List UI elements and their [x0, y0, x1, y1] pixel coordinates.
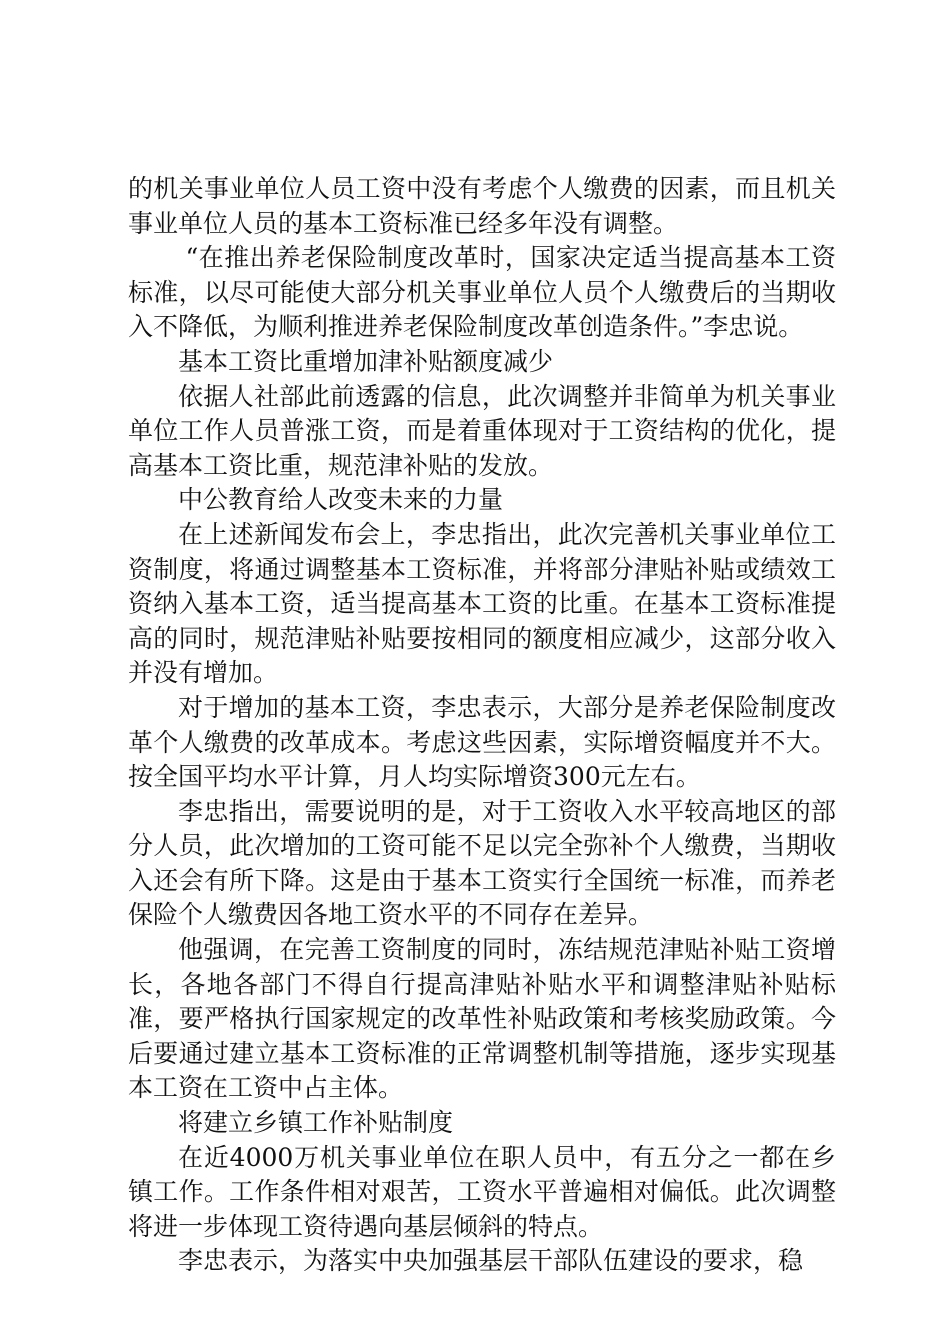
paragraph: 李忠指出，需要说明的是，对于工资收入水平较高地区的部分人员，此次增加的工资可能不足以完全弥补个人缴费，当期收入还会有所下降。这是由于基本工资实行全国统一标准，而养老保险个人缴费因各地工资水平的不同存在差异。: [128, 796, 836, 930]
section-heading: 中公教育给人改变未来的力量: [178, 485, 504, 515]
paragraph: 在上述新闻发布会上，李忠指出，此次完善机关事业单位工资制度，将通过调整基本工资标准，并将部分津贴补贴或绩效工资纳入基本工资，适当提高基本工资的比重。在基本工资标准提高的同时，规范津贴补贴要按相同的额度相应减少，这部分收入并没有增加。: [128, 519, 836, 688]
paragraph: 对于增加的基本工资，李忠表示，大部分是养老保险制度改革个人缴费的改革成本。考虑这些因素，实际增资幅度并不大。按全国平均水平计算，月人均实际增资300元左右。: [128, 692, 836, 792]
section-heading: 基本工资比重增加津补贴额度减少: [178, 346, 554, 376]
paragraph: 李忠表示，为落实中央加强基层干部队伍建设的要求，稳: [178, 1246, 804, 1276]
paragraph: 他强调，在完善工资制度的同时，冻结规范津贴补贴工资增长，各地各部门不得自行提高津贴补贴水平和调整津贴补贴标准，要严格执行国家规定的改革性补贴政策和考核奖励政策。今后要通过建立基本工资标准的正常调整机制等措施，逐步实现基本工资在工资中占主体。: [128, 935, 836, 1103]
paragraph-continuation: 的机关事业单位人员工资中没有考虑个人缴费的因素，而且机关事业单位人员的基本工资标准已经多年没有调整。: [128, 174, 836, 238]
section-heading: 将建立乡镇工作补贴制度: [178, 1108, 454, 1138]
document-body: [128, 172, 836, 1279]
paragraph: 在近4000万机关事业单位在职人员中，有五分之一都在乡镇工作。工作条件相对艰苦，工资水平普遍相对偏低。此次调整将进一步体现工资待遇向基层倾斜的特点。: [128, 1142, 836, 1241]
paragraph-quote: “在推出养老保险制度改革时，国家决定适当提高基本工资标准，以尽可能使大部分机关事业单位人员个人缴费后的当期收入不降低，为顺利推进养老保险制度改革创造条件。”李忠说。: [128, 243, 836, 342]
paragraph: 依据人社部此前透露的信息，此次调整并非简单为机关事业单位工作人员普涨工资，而是着重体现对于工资结构的优化，提高基本工资比重，规范津补贴的发放。: [128, 381, 836, 480]
